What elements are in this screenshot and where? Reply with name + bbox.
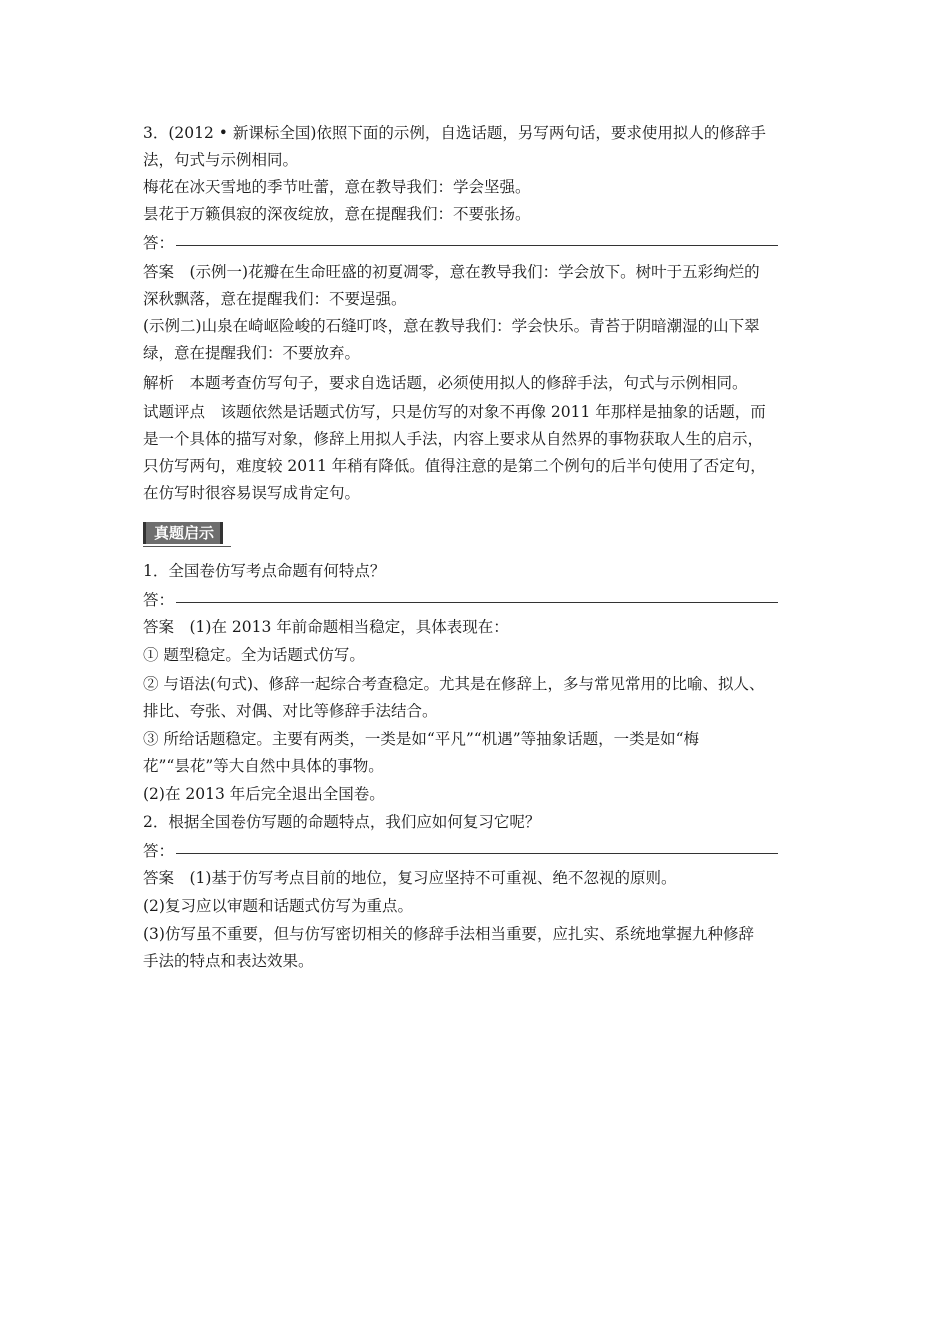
- answer-label: 答：: [143, 842, 175, 860]
- answer-text: 花”“昙花”等大自然中具体的事物。: [143, 757, 384, 775]
- answer-field-1[interactable]: [143, 590, 778, 610]
- answer-label: 答：: [143, 591, 175, 609]
- answer-line: [176, 601, 778, 603]
- answer-text: 深秋飘落，意在提醒我们：不要逞强。: [143, 290, 407, 308]
- answer-text: 答案 (1)在 2013 年前命题相当稳定，具体表现在：: [143, 618, 509, 636]
- comment-text: 是一个具体的描写对象，修辞上用拟人手法，内容上要求从自然界的事物获取人生的启示，: [143, 430, 764, 448]
- example-sentence-1: 梅花在冰天雪地的季节吐蕾，意在教导我们：学会坚强。: [143, 178, 531, 196]
- answer-text: ① 题型稳定。全为话题式仿写。: [143, 646, 365, 664]
- question-2-text: 2．根据全国卷仿写题的命题特点，我们应如何复习它呢？: [143, 813, 541, 831]
- answer-field-q3[interactable]: [143, 233, 778, 253]
- answer-line: [176, 244, 778, 246]
- answer-text: 答案 (1)基于仿写考点目前的地位，复习应坚持不可重视、绝不忽视的原则。: [143, 869, 677, 887]
- comment-text: 只仿写两句，难度较 2011 年稍有降低。值得注意的是第二个例句的后半句使用了否定句，: [143, 457, 766, 475]
- example-sentence-2: 昙花于万籁俱寂的深夜绽放，意在提醒我们：不要张扬。: [143, 205, 531, 223]
- analysis-text: 解析 本题考查仿写句子，要求自选话题，必须使用拟人的修辞手法，句式与示例相同。: [143, 374, 748, 392]
- answer-text: ③ 所给话题稳定。主要有两类，一类是如“平凡”“机遇”等抽象话题，一类是如“梅: [143, 730, 700, 748]
- answer-text: (3)仿写虽不重要，但与仿写密切相关的修辞手法相当重要，应扎实、系统地掌握九种修辞: [143, 925, 754, 943]
- question-3-text-cont: 法，句式与示例相同。: [143, 151, 299, 169]
- answer-text: 排比、夸张、对偶、对比等修辞手法结合。: [143, 702, 438, 720]
- section-tag: 真题启示: [143, 522, 223, 544]
- answer-label: 答：: [143, 234, 175, 252]
- answer-text: 手法的特点和表达效果。: [143, 952, 314, 970]
- answer-text: (2)在 2013 年后完全退出全国卷。: [143, 785, 385, 803]
- answer-text: (示例二)山泉在崎岖险峻的石缝叮咚，意在教导我们：学会快乐。青苔于阴暗潮湿的山下翠: [143, 317, 760, 335]
- answer-line: [176, 852, 778, 854]
- answer-field-2[interactable]: [143, 841, 778, 861]
- answer-text: 答案 (示例一)花瓣在生命旺盛的初夏凋零，意在教导我们：学会放下。树叶于五彩绚烂的: [143, 263, 760, 281]
- answer-text: ② 与语法(句式)、修辞一起综合考查稳定。尤其是在修辞上，多与常见常用的比喻、拟人、: [143, 675, 765, 693]
- question-3-text: 3．(2012 • 新课标全国)依照下面的示例，自选话题，另写两句话，要求使用拟人的修辞手: [143, 124, 766, 142]
- section-tag-underline: [143, 546, 231, 547]
- question-1-text: 1．全国卷仿写考点命题有何特点？: [143, 562, 386, 580]
- comment-text: 试题评点 该题依然是话题式仿写，只是仿写的对象不再像 2011 年那样是抽象的话题，而: [143, 403, 766, 421]
- answer-text: 绿，意在提醒我们：不要放弃。: [143, 344, 361, 362]
- comment-text: 在仿写时很容易误写成肯定句。: [143, 484, 361, 502]
- answer-text: (2)复习应以审题和话题式仿写为重点。: [143, 897, 413, 915]
